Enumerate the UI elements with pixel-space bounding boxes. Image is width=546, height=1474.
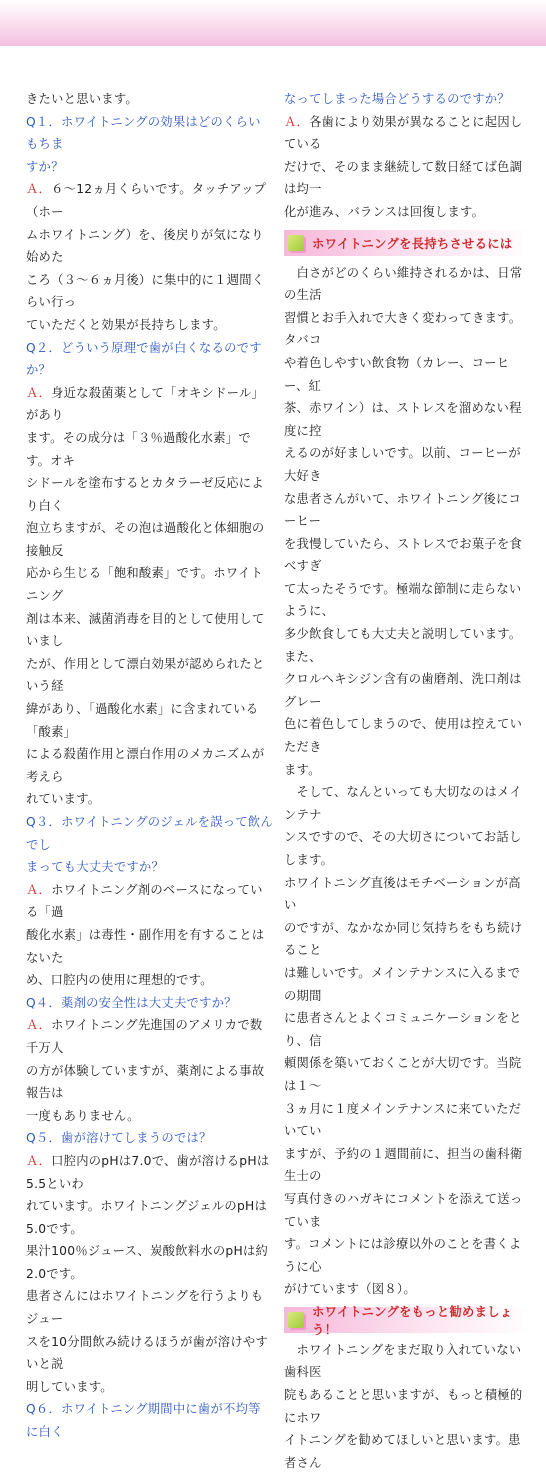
question-3: Q３．ホワイトニングのジェルを誤って飲んでし まっても大丈夫ですか？	[26, 815, 273, 875]
answer-marker: Ａ．	[26, 1153, 52, 1168]
answer-1-text: ６〜12ヵ月くらいです。タッチアップ（ホー ムホワイトニング）を、後戻りが気になり始めた ころ（３〜６ヵ月後）に集中的に１週間くらい行っ ていただくと効果が長持ちします。	[26, 182, 267, 332]
right-column	[284, 88, 532, 1474]
answer-4	[26, 1014, 273, 1127]
square-bullet-icon	[288, 235, 304, 251]
answer-6	[284, 111, 532, 224]
answer-marker: Ａ．	[26, 1018, 52, 1033]
answer-3	[26, 879, 273, 992]
question-2: Q２．どういう原理で歯が白くなるのですか？	[26, 340, 262, 378]
section-heading-recommend	[284, 1304, 532, 1337]
answer-3-text: ホワイトニング剤のベースになっている「過 酸化水素」は毒性・副作用を有することはないた め、口腔内の使用に理想的です。	[26, 882, 265, 988]
question-1: Q１．ホワイトニングの効果はどのくらいもちま すか？	[26, 114, 261, 174]
paragraph-recommend: ホワイトニングをまだ取り入れていない歯科医 院もあることと思いますが、もっと積極的にホワ イトニングを勧めてほしいと思います。患者さん	[284, 1342, 523, 1470]
intro-text: きたいと思います。	[26, 92, 138, 106]
answer-1	[26, 178, 273, 336]
answer-marker: Ａ．	[26, 882, 52, 897]
answer-marker: Ａ．	[26, 385, 52, 400]
answer-5	[26, 1150, 273, 1399]
paragraph-lifestyle: 白さがどのくらい維持されるかは、日常の生活 習慣とお手入れで大きく変わってきます。タバコ や着色しやすい飲食物（カレー、コーヒー、紅 茶、赤ワイン）は、ストレスを溜めない程度に控 えるのが好ましいです。以前、コーヒーが大好き な患者さんがいて、ホワイトニング後にコーヒー を我慢していたら、ストレスでお菓子を食べすぎ て太ったそうです。極端な節制に走らないように、 多少飲食しても大丈夫と説明しています。また、 クロルヘキシジン含有の歯磨剤、洗口剤はグレー 色に着色してしまうので、使用は控えていただき ます。	[284, 265, 523, 777]
page-header-band	[0, 0, 546, 46]
question-4: Q４．薬剤の安全性は大丈夫ですか？	[26, 995, 237, 1010]
answer-marker: Ａ．	[284, 114, 310, 129]
square-bullet-icon	[288, 1312, 304, 1328]
left-column	[26, 88, 273, 1444]
question-6-continued: なってしまった場合どうするのですか？	[284, 92, 510, 106]
answer-2	[26, 382, 273, 811]
answer-2-text: 身近な殺菌薬として「オキシドール」があり ます。その成分は「３％過酸化水素」です。オキ シドールを塗布するとカタラーゼ反応により白く 泡立ちますが、その泡は過酸化と体細胞の接触反 応から生じる「飽和酸素」です。ホワイトニング 剤は本来、滅菌消毒を目的として使用していまし たが、作用として漂白効果が認められたという経 緯があり、「過酸化水素」に含まれている「酸素」 による殺菌作用と漂白作用のメカニズムが考えら れています。	[26, 385, 265, 807]
question-6: Q６．ホワイトニング期間中に歯が不均等に白く	[26, 1402, 261, 1440]
answer-4-text: ホワイトニング先進国のアメリカで数千万人 の方が体験していますが、薬剤による事故報告は 一度もありません。	[26, 1018, 265, 1123]
section-heading-long-lasting	[284, 230, 532, 256]
section-heading-title: ホワイトニングをもっと勧めましょう！	[312, 1304, 513, 1337]
section-heading-title: ホワイトニングを長持ちさせるには	[312, 236, 513, 251]
answer-5-text: 口腔内のpHは7.0で、歯が溶けるpHは5.5といわ れています。ホワイトニングジェルのpHは5.0です。 果汁100％ジュース、炭酸飲料水のpHは約2.0です。 患者さんにはホワイトニングを行うよりもジュー スを10分間飲み続けるほうが歯が溶けやすいと説 明しています。	[26, 1153, 270, 1394]
paragraph-maintenance: そして、なんといっても大切なのはメインテナ ンスですので、その大切さについてお話しします。 ホワイトニング直後はモチベーションが高い のですが、なかなか同じ気持ちをもち続けること は難しいです。メインテナンスに入るまでの期間 に患者さんとよくコミュニケーションをとり、信 頼関係を築いておくことが大切です。当院は１〜 ３ヵ月に１度メインテナンスに来ていただいてい ますが、予約の１週間前に、担当の歯科衛生士の 写真付きのハガキにコメントを添えて送っていま す。コメントには診療以外のことを書くように心 がけています（図８）。	[284, 785, 523, 1297]
answer-marker: Ａ．	[26, 182, 52, 197]
question-5: Q５．歯が溶けてしまうのでは？	[26, 1131, 212, 1146]
answer-6-text: 各歯により効果が異なることに起因している だけで、そのまま継続して数日経てば色調は均一 化が進み、バランスは回復します。	[284, 114, 523, 219]
